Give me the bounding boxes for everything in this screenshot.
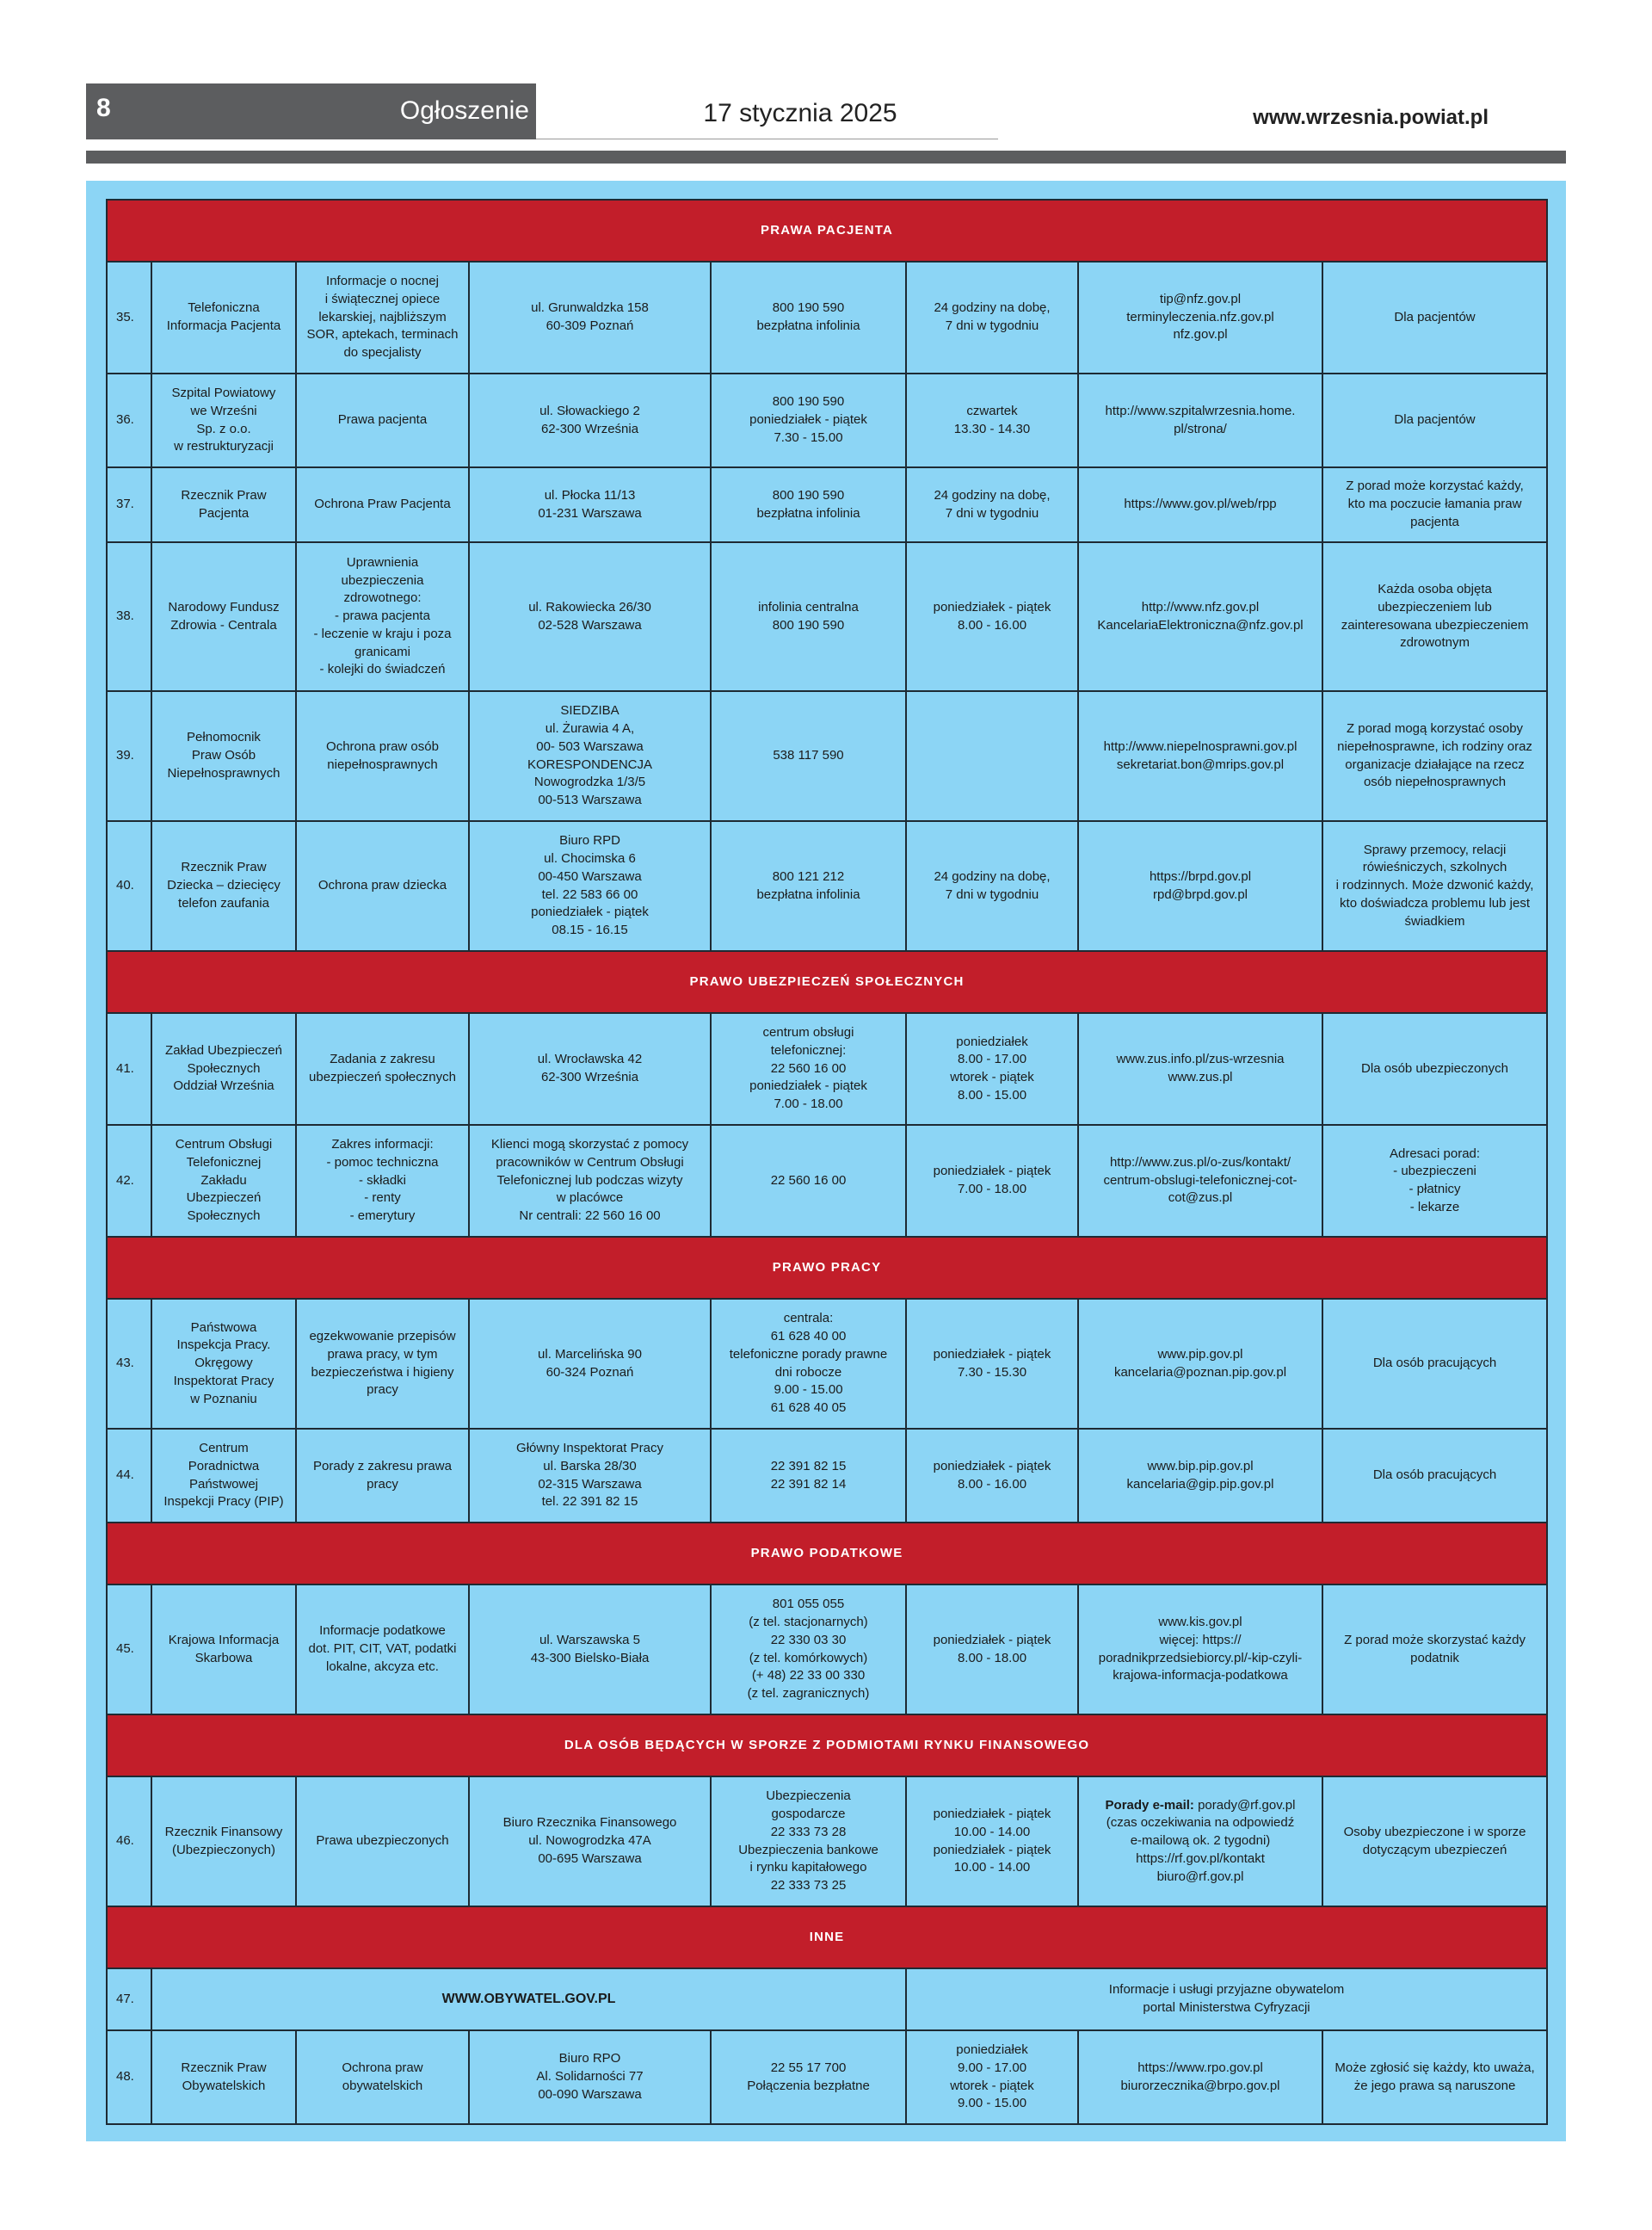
audience [1322,1299,1547,1429]
audience [1322,262,1547,374]
section-header-row [107,951,1547,1013]
table-row [107,1299,1547,1429]
scope [296,2030,469,2124]
address [469,374,711,467]
hours [906,821,1078,951]
institution-name [151,821,296,951]
contact [1078,262,1322,374]
scope-text: Informacje podatkowe dot. PIT, CIT, VAT, podatki lokalne, akcyza etc. [308,1623,457,1674]
contact [1078,1584,1322,1714]
hours-text: poniedziałek - piątek 8.00 - 16.00 [933,599,1051,633]
section-header-row [107,1714,1547,1776]
phone [711,2030,906,2124]
hours-text: poniedziałek 9.00 - 17.00 wtorek - piątek 9.00 - 15.00 [950,2042,1034,2111]
institution-name [151,542,296,691]
row-number-text: 44. [116,1467,134,1483]
phone [711,1776,906,1906]
row-number-text: 43. [116,1356,134,1371]
audience-text: Z porad mogą korzystać osoby niepełnosprawne, ich rodziny oraz organizacje działające na rzecz osób niepełnosprawnych [1337,721,1532,790]
row-number-text: 35. [116,309,134,324]
address [469,467,711,542]
institution-name [151,691,296,821]
row-number [107,1125,151,1237]
audience [1322,542,1547,691]
audience-text: Każda osoba objęta ubezpieczeniem lub zainteresowana ubezpieczeniem zdrowotnym [1341,582,1529,651]
phone [711,1429,906,1523]
audience [1322,821,1547,951]
contact-text: http://www.niepelnosprawni.gov.pl sekretariat.bon@mrips.gov.pl [1103,738,1298,772]
obywatel-website-text: WWW.OBYWATEL.GOV.PL [441,1991,616,2006]
hours-text: poniedziałek - piątek 7.30 - 15.30 [933,1346,1051,1380]
row-number-text: 38. [116,608,134,624]
address [469,1013,711,1125]
address-text: Główny Inspektorat Pracy ul. Barska 28/30 02-315 Warszawa tel. 22 391 82 15 [516,1441,663,1510]
institution-name-text: Rzecznik Praw Dziecka – dziecięcy telefon zaufania [167,860,280,911]
row-number [107,467,151,542]
scope-text: Zakres informacji: - pomoc techniczna - składki - renty - emerytury [326,1137,439,1224]
contact-bold-label: Porady e-mail: [1105,1797,1194,1813]
table-row [107,1125,1547,1237]
contact-details: porady@rf.gov.pl (czas oczekiwania na odpowiedź e-mailową ok. 2 tygodni) https://rf.gov.pl/kontakt biuro@rf.gov.pl [1106,1797,1296,1884]
phone-text: 800 190 590 poniedziałek - piątek 7.30 - 15.00 [749,394,867,445]
audience-text: Może zgłosić się każdy, kto uważa, że jego prawa są naruszone [1335,2060,1535,2093]
audience-text: Dla osób pracujących [1372,1356,1497,1371]
phone-text: 22 55 17 700 Połączenia bezpłatne [747,2060,870,2093]
section-title-text: DLA OSÓB BĘDĄCYCH W SPORZE Z PODMIOTAMI RYNKU FINANSOWEGO [564,1737,1090,1752]
institution-name [151,467,296,542]
section-title [107,1714,1547,1776]
scope [296,691,469,821]
address-text: ul. Wrocławska 42 62-300 Września [537,1052,643,1084]
contact [1078,2030,1322,2124]
address [469,2030,711,2124]
scope-text: Ochrona Praw Pacjenta [314,497,451,512]
header-bar [86,83,536,139]
section-title-text: PRAWA PACJENTA [761,222,894,238]
row-number [107,691,151,821]
scope [296,467,469,542]
scope [296,821,469,951]
table-row [107,1429,1547,1523]
address [469,1776,711,1906]
address [469,1429,711,1523]
row-number-text: 45. [116,1641,134,1657]
audience-text: Z porad może skorzystać każdy podatnik [1344,1632,1526,1665]
address-text: ul. Marcelińska 90 60-324 Poznań [538,1346,642,1380]
audience [1322,1776,1547,1906]
contact-text: www.zus.info.pl/zus-wrzesnia www.zus.pl [1116,1052,1285,1084]
audience-text: Z porad może korzystać każdy, kto ma poczucie łamania praw pacjenta [1346,479,1524,529]
hours-text: 24 godziny na dobę, 7 dni w tygodniu [934,868,1051,902]
hours [906,1125,1078,1237]
section-title-text: PRAWO UBEZPIECZEŃ SPOŁECZNYCH [689,973,965,989]
row-number-text: 46. [116,1833,134,1849]
contact-text [1086,1797,1315,1886]
institution-name [151,1429,296,1523]
obywatel-website [151,1968,906,2030]
address [469,821,711,951]
audience-text: Sprawy przemocy, relacji rówieśniczych, szkolnych i rodzinnych. Może dzwonić każdy, kto doświadcza problemu lub jest świadkiem [1335,842,1534,929]
institution-name [151,1299,296,1429]
scope-text: Zadania z zakresu ubezpieczeń społecznych [309,1052,456,1084]
institution-name-text: Rzecznik Finansowy (Ubezpieczonych) [164,1824,283,1857]
address [469,262,711,374]
institution-name-text: Centrum Obsługi Telefonicznej Zakładu Ubezpieczeń Społecznych [175,1137,273,1224]
contact-text: https://www.rpo.gov.pl biurorzecznika@brpo.gov.pl [1120,2060,1280,2093]
row-number-text: 41. [116,1060,134,1076]
phone [711,1013,906,1125]
audience-text: Dla pacjentów [1394,412,1476,428]
section-header-row [107,1523,1547,1584]
row-number [107,374,151,467]
contact [1078,1776,1322,1906]
phone-text: 22 391 82 15 22 391 82 14 [770,1458,847,1492]
audience [1322,374,1547,467]
address-text: ul. Grunwaldzka 158 60-309 Poznań [531,300,649,333]
table-row [107,1013,1547,1125]
scope-text: Porady z zakresu prawa pracy [313,1458,452,1492]
institution-name-text: Telefoniczna Informacja Pacjenta [166,300,281,333]
section-title [107,1237,1547,1299]
audience [1322,1429,1547,1523]
row-number-text: 39. [116,748,134,763]
hours-text: 24 godziny na dobę, 7 dni w tygodniu [934,300,1051,333]
address-text: Biuro RPD ul. Chocimska 6 00-450 Warszawa tel. 22 583 66 00 poniedziałek - piątek 08.15 - 16.15 [531,833,649,937]
contact [1078,1299,1322,1429]
contact [1078,1013,1322,1125]
address-text: Klienci mogą skorzystać z pomocy pracowników w Centrum Obsługi Telefonicznej lub podczas wizyty w placówce Nr centrali: 22 560 16 00 [490,1137,689,1224]
table-row [107,2030,1547,2124]
audience-text: Dla pacjentów [1394,309,1476,324]
phone-text: 800 190 590 bezpłatna infolinia [756,300,860,333]
scope [296,262,469,374]
audience [1322,1584,1547,1714]
section-title-text: PRAWO PODATKOWE [750,1545,903,1560]
section-header-row [107,1237,1547,1299]
phone [711,542,906,691]
contact-text: http://www.szpitalwrzesnia.home. pl/strona/ [1105,403,1296,436]
phone [711,1584,906,1714]
phone-text: centrum obsługi telefonicznej: 22 560 16 00 poniedziałek - piątek 7.00 - 18.00 [749,1025,867,1112]
institution-name-text: Szpital Powiatowy we Wrześni Sp. z o.o. w restrukturyzacji [171,386,276,454]
address [469,1125,711,1237]
page-number: 8 [96,94,111,122]
hours [906,1776,1078,1906]
scope [296,542,469,691]
contact-text: www.kis.gov.pl więcej: https:// poradnikprzedsiebiorcy.pl/-kip-czyli- krajowa-informacja-podatkowa [1098,1615,1303,1683]
phone [711,1299,906,1429]
hours-text: 24 godziny na dobę, 7 dni w tygodniu [934,487,1051,521]
hours-text: czwartek 13.30 - 14.30 [953,403,1031,436]
audience-text: Adresaci porad: - ubezpieczeni - płatnicy - lekarze [1389,1146,1481,1214]
scope [296,1776,469,1906]
phone [711,1125,906,1237]
hours [906,467,1078,542]
contact-text: tip@nfz.gov.pl terminyleczenia.nfz.gov.pl nfz.gov.pl [1126,291,1274,343]
obywatel-description-text: Informacje i usługi przyjazne obywatelom portal Ministerstwa Cyfryzacji [1108,1982,1345,2015]
scope-text: Uprawnienia ubezpieczenia zdrowotnego: - prawa pacjenta - leczenie w kraju i poza granicami - kolejki do świadczeń [313,555,452,677]
section-title [107,1906,1547,1968]
address [469,542,711,691]
audience [1322,467,1547,542]
hours [906,2030,1078,2124]
institution-name-text: Rzecznik Praw Pacjenta [181,487,267,521]
scope-text: Prawa pacjenta [337,412,428,428]
audience-text: Osoby ubezpieczone i w sporze dotyczącym ubezpieczeń [1343,1824,1526,1857]
institution-name-text: Zakład Ubezpieczeń Społecznych Oddział Września [165,1042,282,1094]
section-title [107,200,1547,262]
contact [1078,821,1322,951]
audience [1322,1013,1547,1125]
institution-name-text: Rzecznik Praw Obywatelskich [181,2060,267,2093]
page-header [86,83,1566,165]
scope [296,1584,469,1714]
audience [1322,1125,1547,1237]
row-number-text: 48. [116,2069,134,2085]
phone-text: 538 117 590 [773,748,844,763]
phone [711,374,906,467]
row-number [107,262,151,374]
table-row [107,1584,1547,1714]
hours-text: poniedziałek - piątek 8.00 - 16.00 [933,1458,1051,1492]
scope [296,1125,469,1237]
address-text: Biuro Rzecznika Finansowego ul. Nowogrodzka 47A 00-695 Warszawa [502,1815,677,1866]
row-number [107,1584,151,1714]
table-row [107,467,1547,542]
scope-text: Prawa ubezpieczonych [316,1833,449,1849]
contact [1078,467,1322,542]
row-number [107,1299,151,1429]
contact [1078,1125,1322,1237]
phone [711,821,906,951]
address [469,1584,711,1714]
hours [906,691,1078,821]
hours [906,1429,1078,1523]
hours [906,262,1078,374]
scope [296,1013,469,1125]
row-number [107,542,151,691]
row-number-text: 37. [116,497,134,512]
row-number [107,1776,151,1906]
section-title-text: INNE [809,1929,845,1944]
table-row [107,1968,1547,2030]
contact-text: http://www.nfz.gov.pl KancelariaElektroniczna@nfz.gov.pl [1097,599,1304,633]
scope-text: Ochrona praw dziecka [317,878,447,893]
scope-text: Ochrona praw osób niepełnosprawnych [326,738,439,772]
row-number-text: 40. [116,878,134,893]
phone [711,262,906,374]
hours-text: poniedziałek 8.00 - 17.00 wtorek - piątek 8.00 - 15.00 [950,1034,1034,1103]
institution-name-text: Krajowa Informacja Skarbowa [168,1632,280,1665]
scope [296,1299,469,1429]
hours-text: poniedziałek - piątek 7.00 - 18.00 [933,1164,1051,1196]
institution-name [151,1584,296,1714]
address-text: ul. Rakowiecka 26/30 02-528 Warszawa [528,599,651,633]
audience-text: Dla osób ubezpieczonych [1361,1060,1508,1076]
address-text: ul. Słowackiego 2 62-300 Września [539,403,640,436]
contact-text: http://www.zus.pl/o-zus/kontakt/ centrum-obslugi-telefonicznej-cot- cot@zus.pl [1103,1154,1298,1206]
contact-text: https://brpd.gov.pl rpd@brpd.gov.pl [1149,868,1252,902]
table-row [107,691,1547,821]
table-row [107,542,1547,691]
phone-text: 801 055 055 (z tel. stacjonarnych) 22 330 03 30 (z tel. komórkowych) (+ 48) 22 33 00 330 (z tel. zagranicznych) [747,1597,870,1701]
hours-text: poniedziałek - piątek 8.00 - 18.00 [933,1632,1051,1665]
address [469,1299,711,1429]
header-rule [86,151,1566,164]
hours [906,542,1078,691]
phone [711,467,906,542]
institution-name-text: Centrum Poradnictwa Państwowej Inspekcji Pracy (PIP) [163,1441,284,1510]
institution-name [151,1776,296,1906]
phone [711,691,906,821]
institution-name [151,374,296,467]
contact [1078,374,1322,467]
phone-text: Ubezpieczenia gospodarcze 22 333 73 28 Ubezpieczenia bankowe i rynku kapitałowego 22 333 73 25 [738,1788,878,1893]
phone-text: 22 560 16 00 [770,1172,847,1188]
issue-date: 17 stycznia 2025 [703,99,897,127]
section-title-text: PRAWO PRACY [772,1259,882,1275]
phone-text: infolinia centralna 800 190 590 [758,599,859,633]
scope-text: Ochrona praw obywatelskich [342,2060,423,2093]
row-number [107,1968,151,2030]
table-row [107,1776,1547,1906]
section-label: Ogłoszenie [399,96,529,125]
scope-text: egzekwowanie przepisów prawa pracy, w tym bezpieczeństwa i higieny pracy [309,1329,456,1398]
section-header-row [107,1906,1547,1968]
phone-text: centrala: 61 628 40 00 telefoniczne porady prawne dni robocze 9.00 - 15.00 61 628 40 05 [729,1311,888,1415]
institution-name-text: Pełnomocnik Praw Osób Niepełnosprawnych [167,730,280,781]
row-number [107,1013,151,1125]
table-row [107,262,1547,374]
hours [906,1299,1078,1429]
audience-text: Dla osób pracujących [1372,1467,1497,1483]
content-panel [86,181,1566,2141]
row-number-text: 42. [116,1172,134,1188]
address [469,691,711,821]
scope-text: Informacje o nocnej i świątecznej opiece lekarskiej, najbliższym SOR, aptekach, terminach do specjalisty [306,274,459,361]
table-row [107,821,1547,951]
phone-text: 800 190 590 bezpłatna infolinia [756,487,860,521]
hours [906,1584,1078,1714]
audience [1322,2030,1547,2124]
institution-name [151,1125,296,1237]
contacts-table [106,199,1548,2125]
phone-text: 800 121 212 bezpłatna infolinia [756,868,860,902]
contact [1078,691,1322,821]
address-text: Biuro RPO Al. Solidarności 77 00-090 Warszawa [536,2051,644,2102]
section-header-row [107,200,1547,262]
row-number [107,1429,151,1523]
section-title [107,951,1547,1013]
table-row [107,374,1547,467]
scope [296,374,469,467]
institution-name [151,2030,296,2124]
institution-name [151,262,296,374]
contact [1078,1429,1322,1523]
contact [1078,542,1322,691]
contact-text: https://www.gov.pl/web/rpp [1124,497,1277,512]
address-text: ul. Warszawska 5 43-300 Bielsko-Biała [530,1632,650,1665]
obywatel-description [906,1968,1547,2030]
website-url[interactable]: www.wrzesnia.powiat.pl [1253,106,1489,129]
row-number-text: 36. [116,412,134,428]
contact-text: www.pip.gov.pl kancelaria@poznan.pip.gov.pl [1113,1346,1287,1380]
address-text: ul. Płocka 11/13 01-231 Warszawa [538,487,642,521]
institution-name-text: Państwowa Inspekcja Pracy. Okręgowy Inspektorat Pracy w Poznaniu [173,1319,274,1406]
contact-text: www.bip.pip.gov.pl kancelaria@gip.pip.gov.pl [1126,1458,1274,1492]
scope [296,1429,469,1523]
row-number [107,2030,151,2124]
hours [906,374,1078,467]
table-body [107,200,1547,2124]
section-title [107,1523,1547,1584]
institution-name [151,1013,296,1125]
audience [1322,691,1547,821]
hours-text: poniedziałek - piątek 10.00 - 14.00 poniedziałek - piątek 10.00 - 14.00 [933,1807,1051,1875]
row-number [107,821,151,951]
row-number-text: 47. [116,1991,134,2006]
institution-name-text: Narodowy Fundusz Zdrowia - Centrala [168,599,280,633]
hours [906,1013,1078,1125]
address-text: SIEDZIBA ul. Żurawia 4 A, 00- 503 Warszawa KORESPONDENCJA Nowogrodzka 1/3/5 00-513 Warszawa [527,703,653,807]
